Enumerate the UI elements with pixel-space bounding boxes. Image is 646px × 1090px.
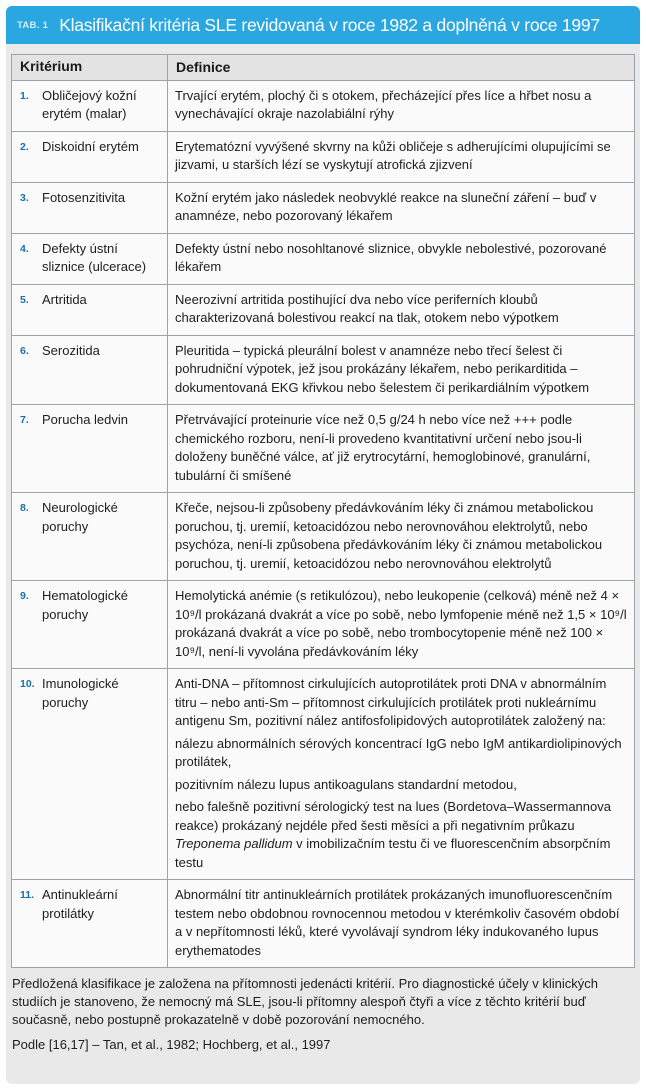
header-definition: Definice [176,59,231,75]
table-footnote: Předložená klasifikace je založena na přítomnosti jedenácti kritérií. Pro diagnostické účely v klinických studiích je stanoveno, že nemocný má SLE, jsou-li přítomny alespoň čtyři a více z těchto kritérií buď současně, nebo postupně prokazatelně v době pozorování nemocného. [12,976,599,1027]
criterion-name: Hematologické poruchy [42,588,128,622]
criterion-definition: Anti-DNA – přítomnost cirkulujících autoprotilátek proti DNA v abnormálním titru – nebo anti-Sm – přítomnost cirkulujících protilátek proti nukleárnímu antigenu Sm, pozitivní nález antifosfolipidových autoprotilátek založený na: [175,676,607,728]
criterion-definition: Přetrvávající proteinurie více než 0,5 g/24 h nebo více než +++ podle chemického rozboru, není-li provedeno kvantitativní určení nebo jsou-li doloženy buněčné válce, ať již erytrocytární, hemoglobinové, granulární, tubulární či smíšené [175,412,591,483]
criterion-name: Obličejový kožní erytém (malar) [42,87,137,121]
criterion-definition: Neerozivní artritida postihující dva nebo více periferních kloubů charakterizovaná bolestivou reakcí na tlak, otokem nebo výpotkem [175,291,559,325]
table-row [12,131,634,182]
table-row [12,492,634,580]
criterion-name: Diskoidní erytém [42,138,139,154]
criterion-name: Defekty ústní sliznice (ulcerace) [42,240,147,274]
criterion-name: Fotosenzitivita [42,189,126,205]
table-number-label: TAB. 1 [17,19,49,31]
table-row [12,182,634,233]
criterion-definition: Trvající erytém, plochý či s otokem, přecházející přes líce a hřbet nosu a vynechávající okraje nazolabiální rýhy [175,87,592,121]
criterion-name: Serozitida [42,342,100,358]
criterion-definition: Abnormální titr antinukleárních protilátek prokázaných imunofluorescenčním testem nebo obdobnou rovnocennou metodou v kterémkoliv časovém období a v nepřítomnosti léků, které vyvolávají syndrom léky indukovaného lupus erythematodes [175,887,620,958]
criterion-number: 2. [20,140,29,153]
criterion-definition: Pleuritida – typická pleurální bolest v anamnéze nebo třecí šelest či pohrudniční výpotek, jež jsou prokázány lékařem, nebo perikarditida – dokumentovaná EKG křivkou nebo šelestem či perikardiálním výpotkem [175,342,590,395]
criterion-definition-part [175,798,628,872]
table-source: Podle [16,17] – Tan, et al., 1982; Hochberg, et al., 1997 [12,1037,331,1052]
criteria-table [11,54,635,968]
definition-text: v imobilizačním testu či ve fluorescenčním absorpčním testu [175,836,611,870]
criterion-definition-part: pozitivním nálezu lupus antikoagulans standardní metodou, [175,776,517,792]
criterion-number: 1. [20,89,29,102]
criterion-definition: Erytematózní vyvýšené skvrny na kůži obličeje s adherujícími olupujícími se jizvami, u starších lézí se vyskytují atrofická zjizvení [175,138,611,172]
table-row [12,879,634,967]
criterion-name: Imunologické poruchy [42,676,119,710]
table-row [12,404,634,492]
header-criterion: Kritérium [12,55,168,80]
criterion-name: Antinukleární protilátky [42,887,118,921]
table-row [12,284,634,335]
table-row [12,580,634,668]
table-card [6,6,640,1084]
criterion-number: 11. [20,889,35,901]
criterion-name: Neurologické poruchy [42,500,118,534]
table-row [12,668,634,879]
table-title-bar [6,6,640,44]
table-row [12,335,634,405]
criterion-definition: Kožní erytém jako následek neobvyklé reakce na sluneční záření – buď v anamnéze, nebo pozorovaný lékařem [175,189,597,223]
table-title: Klasifikační kritéria SLE revidovaná v roce 1982 a doplněná v roce 1997 [59,14,600,35]
table-header-row [12,55,634,80]
criterion-number: 4. [20,242,29,255]
criterion-number: 6. [20,344,29,357]
criterion-definition: Hemolytická anémie (s retikulózou), nebo leukopenie (celková) méně než 4 × 10⁹/l prokázaná dvakrát a více po sobě, nebo lymfopenie méně než 1,5 × 10⁹/l prokázaná dvakrát a více po sobě, nebo trombocytopenie méně než 100 × 10⁹/l, není-li vyvolána předávkováním léky [175,588,627,659]
table-row [12,80,634,131]
criterion-name: Artritida [42,291,87,307]
criterion-number: 9. [20,590,29,602]
criterion-definition: Křeče, nejsou-li způsobeny předávkováním léky či známou metabolickou poruchou, tj. uremií, ketoacidózou nebo nerovnováhou elektrolytů, nebo psychóza, není-li způsobena předávkováním léky či známou metabolickou poruchou, tj. uremií, ketoacidózou nebo nerovnováhou elektrolytů [175,500,603,571]
criterion-definition: Defekty ústní nebo nosohltanové sliznice, obvykle nebolestivé, pozorované lékařem [175,240,607,274]
criterion-number: 10. [20,678,35,690]
definition-text: nebo falešně pozitivní sérologický test na lues (Bordetova–Wassermannova reakce) prokázaný nejdéle před šesti měsíci a při negativním průkazu [175,799,611,833]
criterion-number: 3. [20,191,29,204]
criterion-number: 7. [20,414,29,426]
organism-name: Treponema pallidum [175,836,293,851]
criterion-number: 8. [20,502,29,514]
table-row [12,233,634,284]
criterion-definition-part: nálezu abnormálních sérových koncentrací IgG nebo IgM antikardiolipinových protilátek, [175,735,622,769]
criterion-number: 5. [20,293,29,306]
criterion-name: Porucha ledvin [42,412,128,427]
